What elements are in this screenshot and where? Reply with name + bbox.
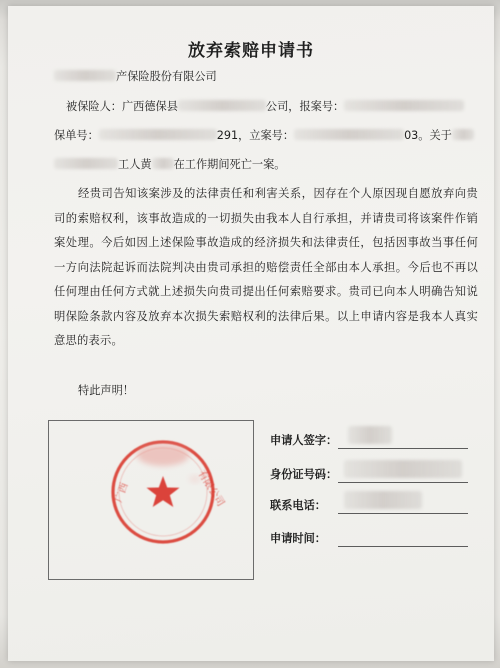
id-label: 身份证号码： — [270, 468, 338, 481]
phone-line — [338, 513, 468, 514]
company-seal — [49, 421, 253, 579]
date-label: 申请时间： — [270, 532, 326, 545]
redacted-text — [452, 129, 474, 140]
redacted-text — [99, 129, 217, 140]
document-title: 放弃索赔申请书 — [188, 41, 314, 61]
redacted-text — [294, 129, 404, 140]
stamp-box — [48, 420, 254, 580]
insured-line — [66, 100, 464, 114]
redacted-phone — [344, 491, 422, 509]
policy-label: 保单号： — [54, 129, 99, 142]
declaration: 特此声明！ — [78, 384, 134, 397]
redacted-id — [344, 460, 462, 478]
paper-sheet — [8, 6, 494, 661]
signature-line — [338, 448, 468, 449]
redacted-signature — [348, 426, 392, 444]
redacted-text — [54, 158, 118, 169]
date-line — [338, 546, 468, 547]
incident-prefix: 工人黄 — [118, 158, 152, 171]
svg-text:有限公司: 有限公司 — [195, 468, 226, 509]
redacted-text — [152, 158, 174, 169]
addressee-suffix: 产保险股份有限公司 — [116, 70, 217, 83]
body-paragraph: 经贵司告知该案涉及的法律责任和利害关系，因存在个人原因现自愿放弃向贵司的索赔权利，该事故造成的一切损失由我本人自行承担，并请贵司将该案件作销案处理。今后如因上述保险事故造成的经济损失和法律责任，包括因事故当事任何一方向法院起诉而法院判决由贵司承担的赔偿责任全部由本人承担。今后也不再以任何理由任何方式就上述损失向贵司提出任何索赔要求。贵司已向本人明确告知说明保险条款内容及放弃本次损失索赔权利的法律后果。以上申请内容是我本人真实意思的表示。 — [54, 187, 478, 347]
phone-label: 联系电话： — [270, 499, 326, 512]
svg-text:广西: 广西 — [113, 481, 131, 505]
redacted-text — [54, 70, 116, 81]
id-line — [338, 482, 468, 483]
policy-fragment: 291，立案号： — [216, 129, 295, 142]
signature-label: 申请人签字： — [270, 434, 338, 447]
filing-fragment: 03。关于 — [404, 129, 452, 142]
insured-suffix: 公司，报案号： — [265, 100, 345, 113]
insured-label: 被保险人：广西德保县 — [66, 100, 178, 113]
incident-line — [54, 158, 285, 172]
policy-line — [54, 129, 474, 143]
redacted-text — [178, 100, 266, 111]
addressee-line — [54, 70, 217, 84]
redacted-text — [344, 100, 464, 111]
incident-suffix: 在工作期间死亡一案。 — [173, 158, 286, 171]
